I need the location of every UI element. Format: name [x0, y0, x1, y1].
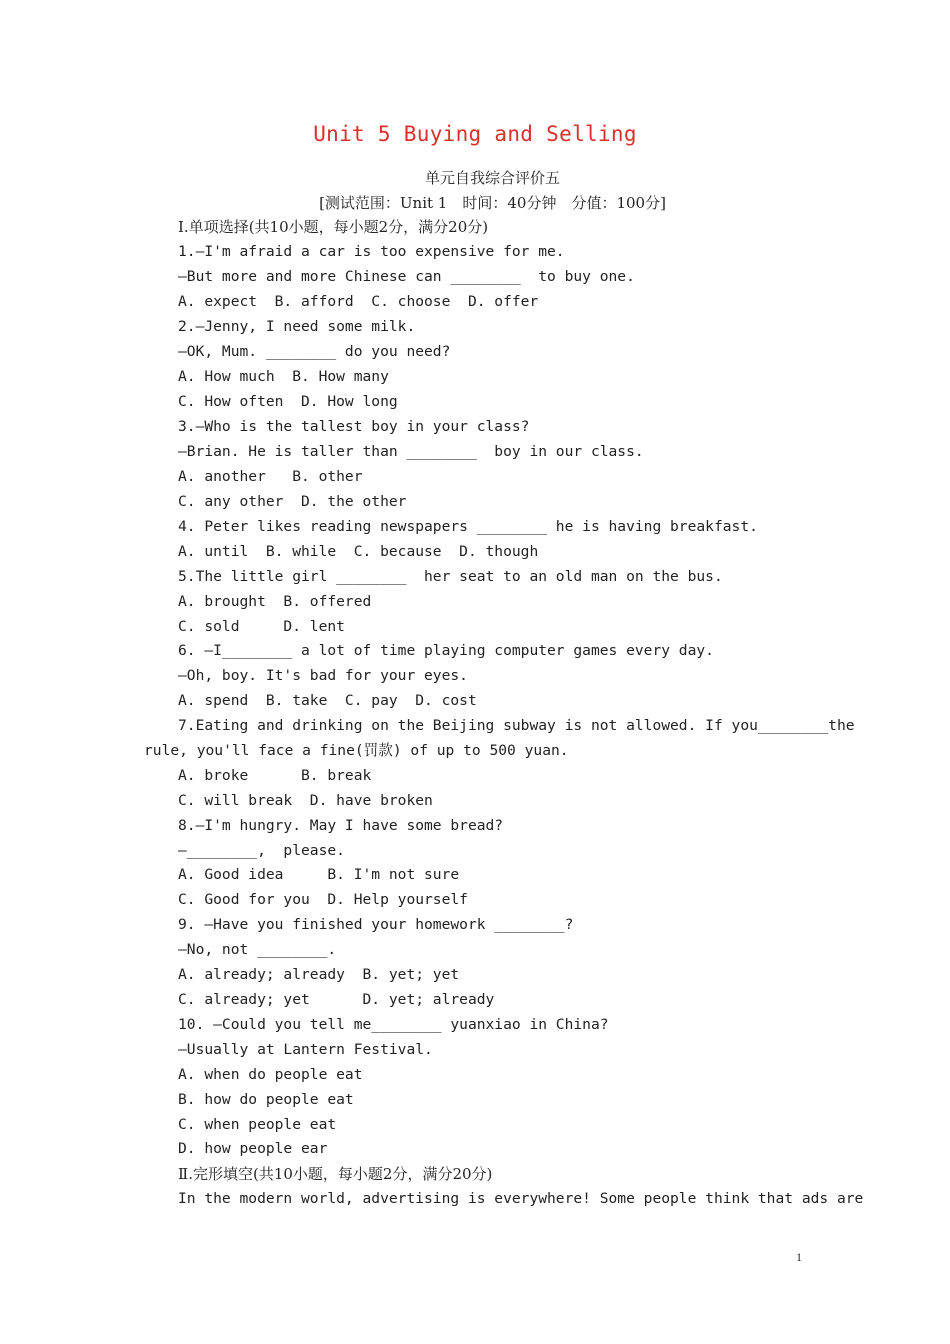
question-line: B. how do people eat: [178, 1091, 354, 1108]
question-line: 3.—Who is the tallest boy in your class?: [178, 418, 530, 435]
question-line: A. another B. other: [178, 468, 363, 485]
question-line: 1.—I'm afraid a car is too expensive for me.: [178, 243, 565, 260]
question-line: C. How often D. How long: [178, 393, 398, 410]
question-line: C. when people eat: [178, 1116, 337, 1133]
question-line: A. already; already B. yet; yet: [178, 966, 460, 983]
question-line: A. broke B. break: [178, 767, 372, 784]
document-subtitle: 单元自我综合评价五: [424, 169, 560, 187]
question-line: 5.The little girl ________ her seat to an old man on the bus.: [178, 568, 723, 585]
question-line: 4. Peter likes reading newspapers ________ he is having breakfast.: [178, 518, 758, 535]
question-line: —But more and more Chinese can ________ to buy one.: [178, 268, 635, 285]
question-line: —No, not ________.: [178, 941, 337, 958]
question-line: 7.Eating and drinking on the Beijing subway is not allowed. If you________the: [178, 717, 855, 734]
question-line: 2.—Jenny, I need some milk.: [178, 318, 416, 335]
question-line: —________, please.: [178, 842, 345, 859]
question-line: A. brought B. offered: [178, 593, 372, 610]
test-range: [测试范围：Unit 1 时间：40分钟 分值：100分]: [319, 194, 666, 212]
question-line: —Oh, boy. It's bad for your eyes.: [178, 667, 468, 684]
question-line: —Brian. He is taller than ________ boy in our class.: [178, 443, 644, 460]
question-line: rule, you'll face a fine(罚款) of up to 500 yuan.: [144, 742, 569, 759]
section-heading-single-choice: Ⅰ.单项选择(共10小题，每小题2分，满分20分): [178, 218, 489, 236]
question-line: —Usually at Lantern Festival.: [178, 1041, 433, 1058]
question-line: C. any other D. the other: [178, 493, 407, 510]
question-line: A. spend B. take C. pay D. cost: [178, 692, 477, 709]
question-line: 10. —Could you tell me________ yuanxiao in China?: [178, 1016, 609, 1033]
question-line: C. will break D. have broken: [178, 792, 433, 809]
section-heading-cloze: Ⅱ.完形填空(共10小题，每小题2分，满分20分): [178, 1165, 493, 1183]
question-line: A. when do people eat: [178, 1066, 363, 1083]
document-title: Unit 5 Buying and Selling: [313, 122, 637, 146]
question-line: 8.—I'm hungry. May I have some bread?: [178, 817, 504, 834]
question-line: A. How much B. How many: [178, 368, 389, 385]
question-line: A. until B. while C. because D. though: [178, 543, 539, 560]
question-line: D. how people ear: [178, 1140, 328, 1157]
question-line: C. already; yet D. yet; already: [178, 991, 495, 1008]
question-line: —OK, Mum. ________ do you need?: [178, 343, 451, 360]
question-line: C. sold D. lent: [178, 618, 345, 635]
question-line: A. Good idea B. I'm not sure: [178, 866, 460, 883]
question-line: C. Good for you D. Help yourself: [178, 891, 468, 908]
question-line: 9. —Have you finished your homework ________?: [178, 916, 574, 933]
passage-line: In the modern world, advertising is everywhere! Some people think that ads are: [178, 1190, 864, 1207]
page-number: 1: [796, 1250, 802, 1264]
question-line: A. expect B. afford C. choose D. offer: [178, 293, 539, 310]
question-line: 6. —I________ a lot of time playing computer games every day.: [178, 642, 714, 659]
